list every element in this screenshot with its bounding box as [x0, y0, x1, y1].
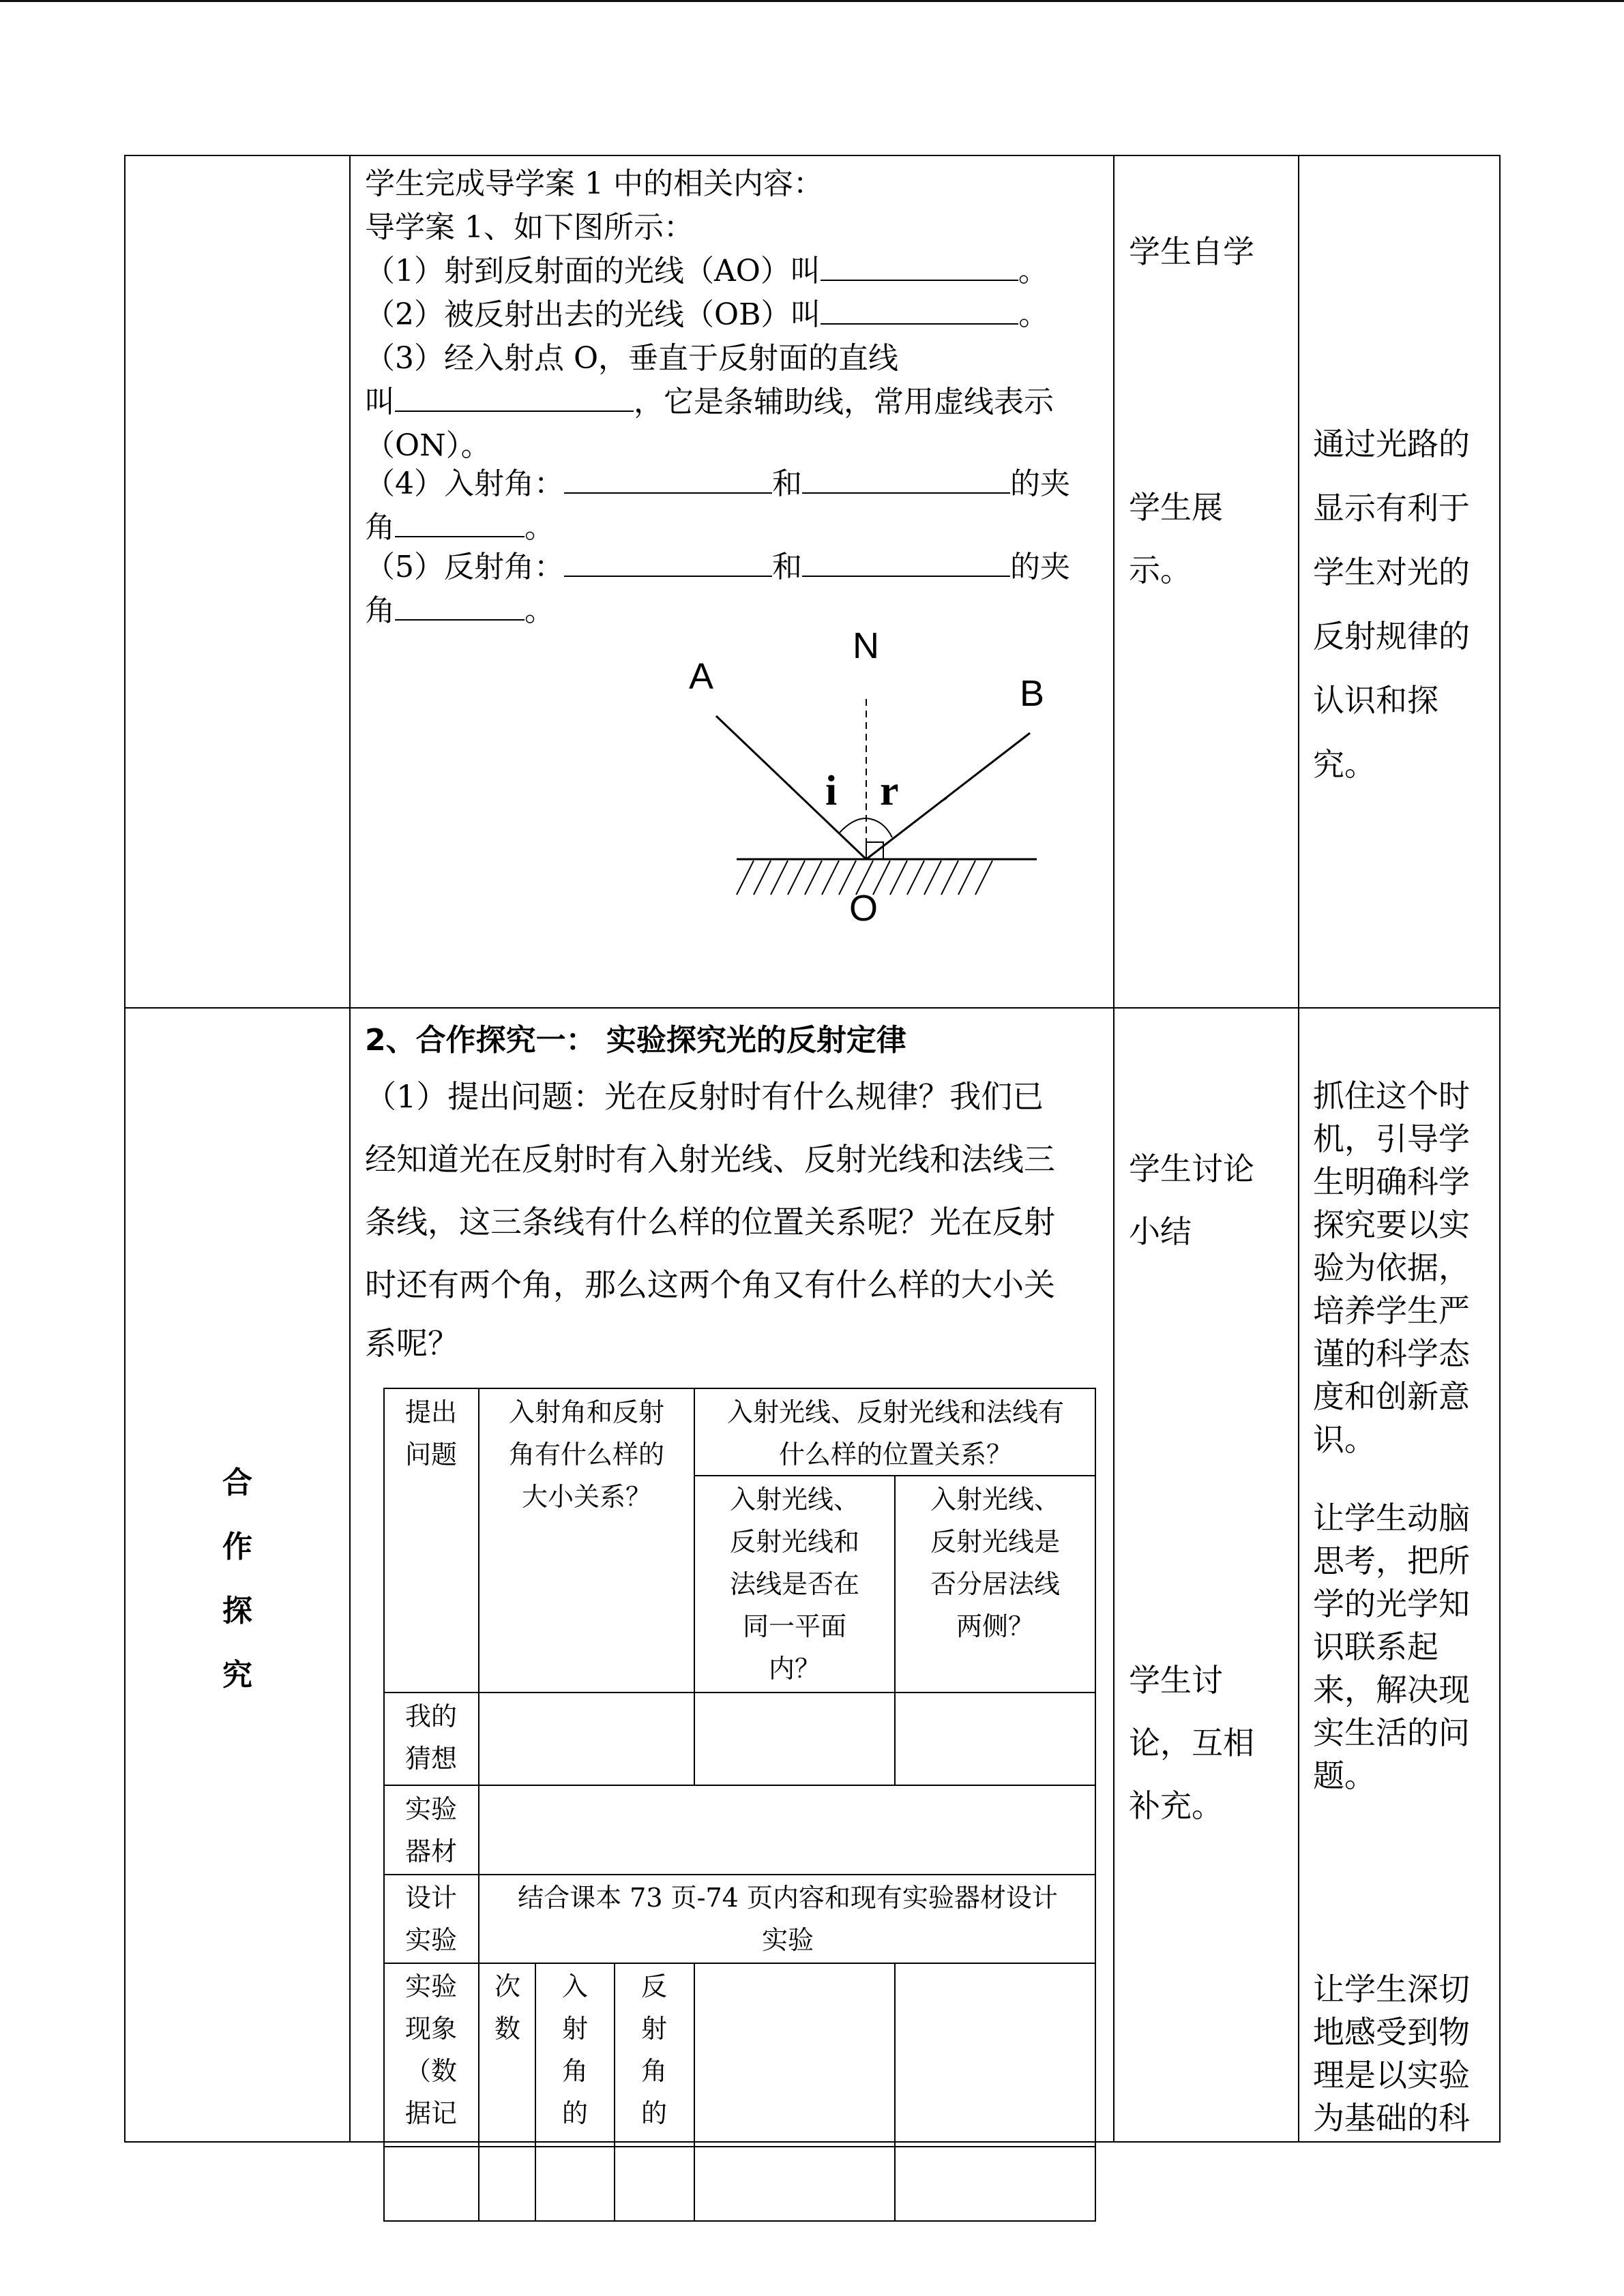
- category-char-4: 究: [222, 1658, 252, 1693]
- q5-suffix: 的夹: [1010, 550, 1070, 584]
- s1-line1: 学生完成导学案 1 中的相关内容：: [365, 166, 823, 201]
- cell-reflection-angle: [617, 1965, 692, 2134]
- s2-intent-2-7: 题。: [1313, 1757, 1376, 1794]
- q4-suffix: 的夹: [1010, 466, 1070, 501]
- col-border-1: [124, 155, 126, 2143]
- q4-and: 和: [772, 466, 802, 501]
- inner-col-4-bottom: [894, 1963, 896, 2222]
- col-border-3: [1113, 155, 1114, 2143]
- q2-blank: [821, 293, 1018, 325]
- cell-phenomenon: [386, 1965, 476, 2134]
- col-border-2: [349, 155, 351, 2143]
- cell-design: [386, 1877, 476, 1961]
- cell-incidence-angle-4: 的: [561, 2098, 588, 2128]
- cell-equipment-1: 实验: [404, 1794, 457, 1824]
- cell-propose-q-2: 问题: [404, 1440, 457, 1470]
- cell-sub-sides: [897, 1478, 1093, 1648]
- s2-activity-2a: 学生讨: [1129, 1662, 1223, 1699]
- cell-my-guess: [386, 1695, 476, 1780]
- q4b-prefix: 角: [365, 510, 395, 545]
- inner-row-line-2: [383, 1785, 1096, 1786]
- cell-sub-sides-3: 否分居法线: [930, 1569, 1060, 1599]
- s1-activity-2a: 学生展: [1129, 489, 1223, 526]
- s2-intent-1-4: 探究要以实: [1313, 1206, 1470, 1243]
- s2-intent-1-7: 谨的科学态: [1313, 1335, 1470, 1372]
- incident-arrow-mark: [788, 785, 793, 789]
- s2-activity-2c: 补充。: [1129, 1787, 1223, 1824]
- col-border-4: [1298, 155, 1299, 2143]
- s1-line2: 导学案 1、如下图所示：: [365, 210, 694, 245]
- s2-intent-1-8: 度和创新意: [1313, 1378, 1470, 1415]
- table-top-border: [124, 155, 1501, 156]
- q3b-suffix: ，它是条辅助线，常用虚线表示: [634, 385, 1054, 419]
- inner-col-1: [478, 1388, 479, 2222]
- cell-sub-sides-1: 入射光线、: [930, 1485, 1060, 1515]
- angle-arc-i: [839, 818, 866, 833]
- cell-angle-question-1: 入射角和反射: [508, 1397, 664, 1427]
- inner-table-top: [383, 1388, 1096, 1389]
- cell-design-value-2: 实验: [761, 1925, 814, 1955]
- s2-heading: 2、合作探究一： 实验探究光的反射定律: [365, 1023, 906, 1058]
- q1-text: （1）射到反射面的光线（AO）叫: [365, 254, 821, 288]
- s2-activity-2b: 论，互相: [1129, 1725, 1254, 1761]
- cell-incidence-angle-2: 射: [561, 2014, 588, 2044]
- label-b: B: [1020, 673, 1045, 714]
- s1-intent-3: 学生对光的: [1313, 554, 1470, 591]
- s1-activity-1: 学生自学: [1129, 233, 1254, 270]
- s1-q4b: [365, 506, 555, 550]
- cell-count: [481, 1965, 534, 2050]
- inner-row-line-4: [383, 1963, 1096, 1964]
- q5-prefix: （5）反射角：: [365, 550, 564, 584]
- s2-intent-2-6: 实生活的问: [1313, 1714, 1470, 1751]
- cell-sub-sides-2: 反射光线是: [930, 1527, 1060, 1557]
- cell-sub-plane-4: 同一平面: [742, 1611, 846, 1641]
- table-bottom-border: [124, 2141, 1501, 2143]
- q5-and: 和: [772, 550, 802, 584]
- category-char-3: 探: [222, 1594, 252, 1628]
- s1-q5: [365, 546, 1070, 589]
- s2-para-2: 经知道光在反射时有入射光线、反射光线和法线三: [365, 1141, 1055, 1178]
- cell-phenomenon-1: 实验: [404, 1971, 457, 2001]
- s2-para-1: （1）提出问题：光在反射时有什么规律？我们已: [365, 1078, 1044, 1115]
- s2-intent-1-9: 识。: [1313, 1421, 1376, 1458]
- cell-position-question: [696, 1391, 1095, 1476]
- s1-intent-1: 通过光路的: [1313, 426, 1470, 462]
- s2-intent-2-4: 识联系起: [1313, 1628, 1438, 1665]
- s2-para-3: 条线，这三条线有什么样的位置关系呢？光在反射: [365, 1204, 1055, 1240]
- s2-para-4: 时还有两个角，那么这两个角又有什么样的大小关: [365, 1266, 1055, 1303]
- cell-reflection-angle-1: 反: [640, 1971, 667, 2001]
- inner-col-4-top: [894, 1475, 896, 1786]
- s2-intent-1-1: 抓住这个时: [1313, 1077, 1470, 1114]
- s2-intent-1-3: 生明确科学: [1313, 1163, 1470, 1200]
- reflection-diagram: [689, 621, 1071, 948]
- s2-intent-2-3: 学的光学知: [1313, 1585, 1470, 1622]
- q4-blank-1: [564, 462, 772, 494]
- s2-activity-1a: 学生讨论: [1129, 1150, 1254, 1187]
- s2-intent-3-1: 让学生深切: [1313, 1971, 1470, 2008]
- cell-sub-plane-3: 法线是否在: [729, 1569, 859, 1599]
- inner-col-2b: [614, 1963, 615, 2222]
- s2-intent-3-3: 理是以实验: [1313, 2057, 1470, 2093]
- cell-design-value-1: 结合课本 73 页-74 页内容和现有实验器材设计: [518, 1883, 1058, 1913]
- q4b-end: 。: [525, 510, 555, 545]
- page-top-border: [0, 0, 1624, 2]
- cell-propose-q-1: 提出: [404, 1397, 457, 1427]
- s2-activity-1b: 小结: [1129, 1213, 1192, 1250]
- cell-reflection-angle-4: 的: [640, 2098, 667, 2128]
- cell-sub-sides-4: 两侧？: [956, 1611, 1034, 1641]
- s1-activity-2b: 示。: [1129, 552, 1192, 588]
- q4-blank-2: [802, 462, 1010, 494]
- s1-q3a: （3）经入射点 O，垂直于反射面的直线: [365, 341, 899, 376]
- q3b-prefix: 叫: [365, 385, 395, 419]
- category-char-2: 作: [222, 1530, 252, 1564]
- cell-sub-plane: [696, 1478, 893, 1690]
- s2-intent-1-6: 培养学生严: [1313, 1292, 1470, 1329]
- cell-phenomenon-4: 据记: [404, 2098, 457, 2128]
- q5-blank-3: [395, 589, 525, 621]
- cell-sub-plane-1: 入射光线、: [729, 1485, 859, 1515]
- cell-design-value: [481, 1877, 1095, 1961]
- s1-intent-4: 反射规律的: [1313, 618, 1470, 655]
- label-o: O: [849, 888, 879, 929]
- q1-end: 。: [1018, 254, 1048, 288]
- cell-design-1: 设计: [404, 1883, 457, 1913]
- inner-col-3-bottom: [694, 1963, 695, 2222]
- s2-intent-2-1: 让学生动脑: [1313, 1500, 1470, 1536]
- s1-q3c: （ON）。: [365, 428, 491, 463]
- cell-my-guess-1: 我的: [404, 1701, 457, 1731]
- row-divider: [124, 1007, 1501, 1009]
- cell-phenomenon-3: （数: [404, 2056, 457, 2086]
- s2-para-5: 系呢？: [365, 1325, 459, 1362]
- q4-blank-3: [395, 506, 525, 537]
- s1-intent-2: 显示有利于: [1313, 490, 1470, 526]
- cell-equipment: [386, 1788, 476, 1873]
- cell-reflection-angle-2: 射: [640, 2014, 667, 2044]
- label-n: N: [853, 625, 879, 666]
- label-r: r: [880, 768, 899, 814]
- s1-q1: [365, 250, 1048, 293]
- category-char-1: 合: [222, 1465, 252, 1500]
- q5b-prefix: 角: [365, 593, 395, 628]
- s2-intent-3-2: 地感受到物: [1313, 2014, 1470, 2051]
- q4-prefix: （4）入射角：: [365, 466, 564, 501]
- s1-intent-6: 究。: [1313, 746, 1376, 783]
- cell-propose-q: [386, 1391, 476, 1476]
- q1-blank: [821, 250, 1018, 281]
- cell-equipment-2: 器材: [404, 1836, 457, 1866]
- q5b-end: 。: [525, 593, 555, 628]
- cell-position-question-1: 入射光线、反射光线和法线有: [726, 1397, 1064, 1427]
- cell-design-2: 实验: [404, 1925, 457, 1955]
- cell-sub-plane-2: 反射光线和: [729, 1527, 859, 1557]
- cell-angle-question-2: 角有什么样的: [508, 1440, 664, 1470]
- reflected-arrow-mark: [941, 798, 947, 801]
- s2-intent-2-5: 来，解决现: [1313, 1671, 1470, 1708]
- inner-col-2a: [535, 1963, 536, 2222]
- cell-reflection-angle-3: 角: [640, 2056, 667, 2086]
- s1-q4: [365, 462, 1070, 506]
- inner-table-bottom: [383, 2220, 1096, 2222]
- q3-blank: [395, 381, 634, 412]
- cell-incidence-angle-3: 角: [561, 2056, 588, 2086]
- q5-blank-1: [564, 546, 772, 577]
- cell-incidence-angle-1: 入: [561, 1971, 588, 2001]
- s2-intent-1-5: 验为依据，: [1313, 1249, 1470, 1286]
- s2-intent-2-2: 思考，把所: [1313, 1542, 1470, 1579]
- label-a: A: [689, 656, 714, 697]
- cell-count-1: 次: [494, 1971, 520, 2001]
- cell-angle-question-3: 大小关系？: [521, 1482, 651, 1512]
- cell-phenomenon-2: 现象: [404, 2014, 457, 2044]
- cell-my-guess-2: 猜想: [404, 1744, 457, 1774]
- inner-col-right: [1095, 1388, 1096, 2222]
- inner-row-line-1: [383, 1692, 1096, 1693]
- cell-count-2: 数: [494, 2014, 520, 2044]
- q2-end: 。: [1018, 297, 1049, 332]
- cell-incidence-angle: [537, 1965, 612, 2134]
- s2-intent-3-4: 为基础的科: [1313, 2100, 1470, 2136]
- inner-row-line-5: [383, 2146, 1096, 2147]
- q5-blank-2: [802, 546, 1010, 577]
- s1-q5b: [365, 589, 555, 633]
- cell-angle-question: [481, 1391, 692, 1518]
- col-border-5: [1499, 155, 1501, 2143]
- s1-q3b: [365, 381, 1054, 424]
- angle-arc-r: [866, 818, 892, 837]
- s2-intent-1-2: 机，引导学: [1313, 1120, 1470, 1157]
- s1-intent-5: 认识和探: [1313, 682, 1438, 719]
- s1-q2: [365, 293, 1048, 337]
- cell-position-question-2: 什么样的位置关系？: [778, 1440, 1012, 1470]
- label-i: i: [825, 768, 838, 814]
- q2-text: （2）被反射出去的光线（OB）叫: [365, 297, 821, 332]
- cell-sub-plane-5: 内？: [768, 1654, 821, 1684]
- inner-row-line-3: [383, 1874, 1096, 1875]
- inner-col-3-top: [694, 1388, 695, 1786]
- inner-col-left: [383, 1388, 385, 2222]
